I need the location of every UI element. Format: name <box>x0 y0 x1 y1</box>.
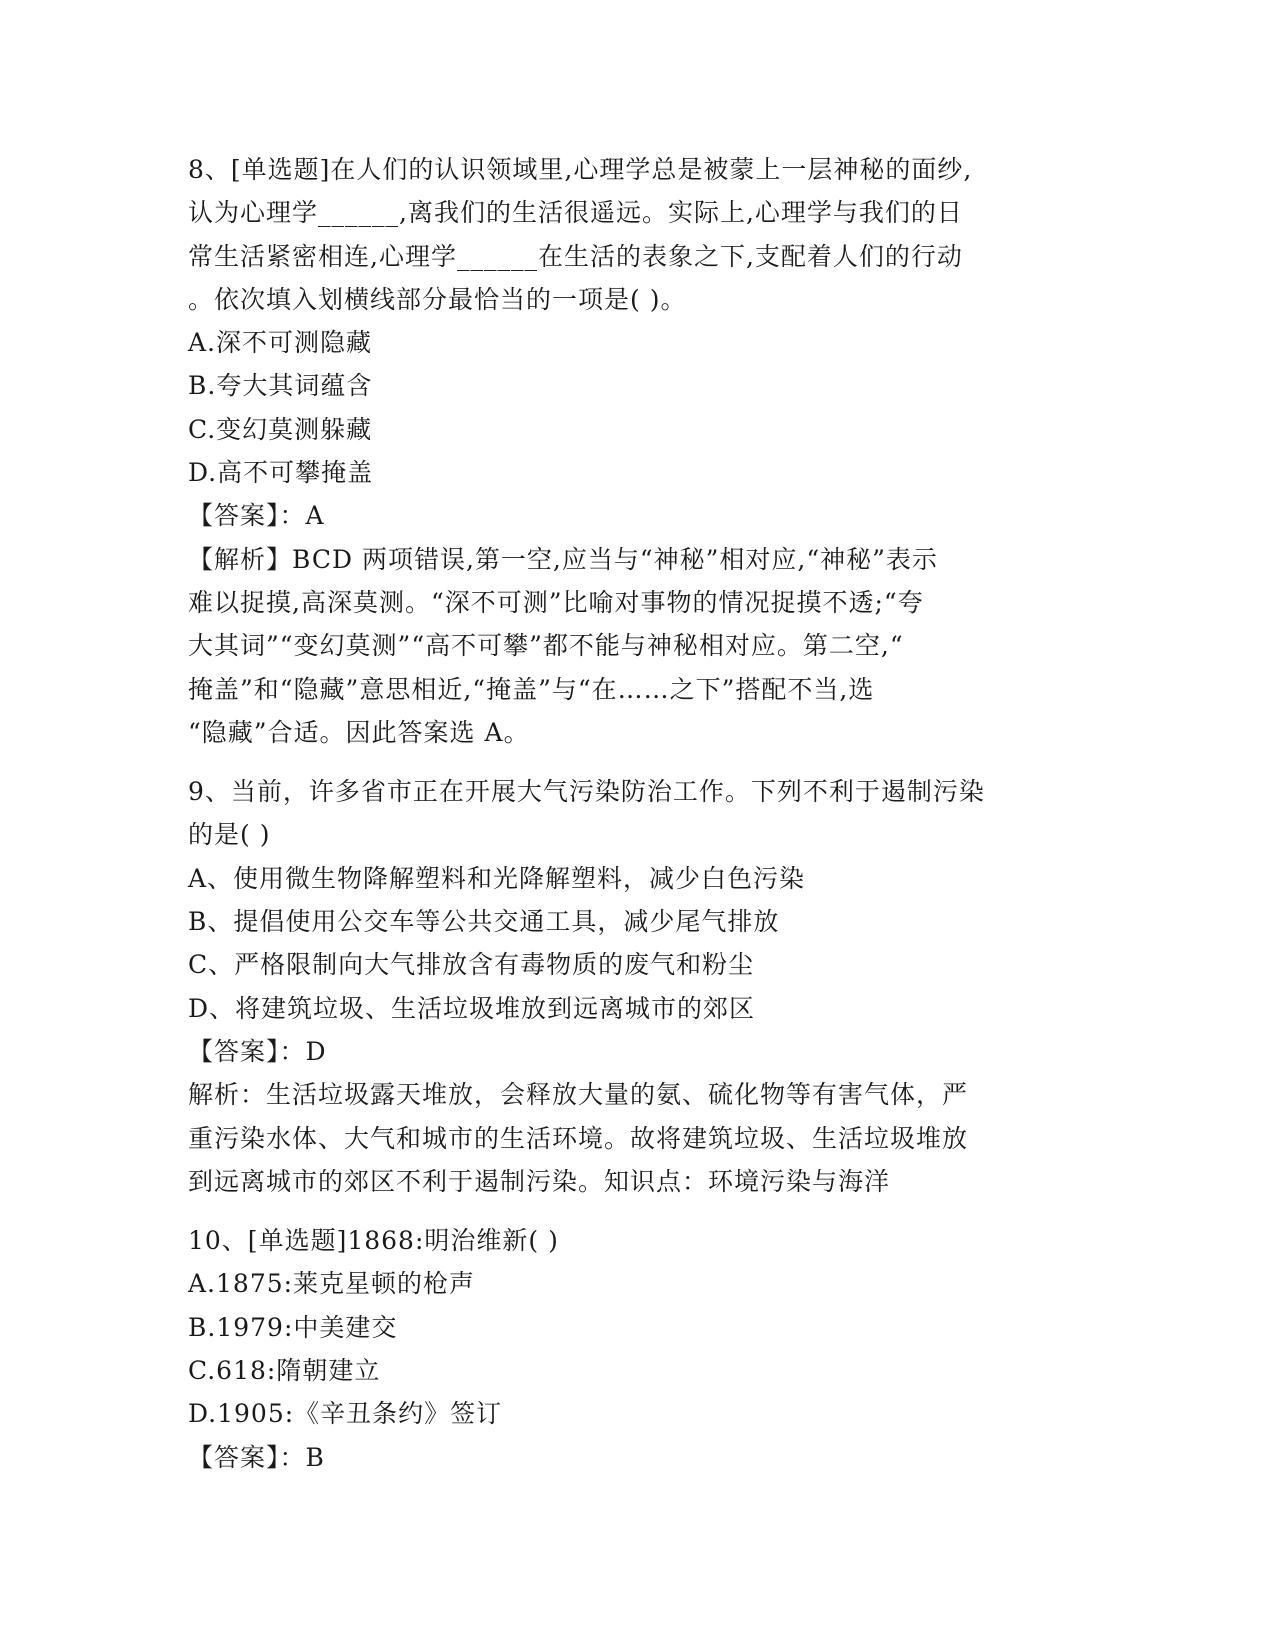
question-stem-line: 的是( ) <box>188 820 271 850</box>
question-8 <box>188 148 1088 754</box>
option-d: D.高不可攀掩盖 <box>188 458 374 488</box>
option-c: C.变幻莫测躲藏 <box>188 414 373 444</box>
analysis-line: 到远离城市的郊区不利于遏制污染。知识点：环境污染与海洋 <box>188 1166 891 1196</box>
option-a: A.深不可测隐藏 <box>188 328 373 358</box>
analysis-line: 掩盖”和“隐藏”意思相近,“掩盖”与“在……之下”搭配不当,选 <box>188 674 875 704</box>
question-stem-line: 9、当前，许多省市正在开展大气污染防治工作。下列不利于遏制污染 <box>188 777 985 807</box>
answer: 【答案】：B <box>188 1442 325 1472</box>
question-stem-line: 认为心理学______,离我们的生活很遥远。实际上,心理学与我们的日 <box>188 198 963 228</box>
option-c: C.618:隋朝建立 <box>188 1356 381 1386</box>
option-c: C、严格限制向大气排放含有毒物质的废气和粉尘 <box>188 950 755 980</box>
question-9 <box>188 770 1088 1203</box>
analysis-line: “隐藏”合适。因此答案选 A。 <box>188 717 530 747</box>
analysis-line: 解析：生活垃圾露天堆放，会释放大量的氨、硫化物等有害气体，严 <box>188 1080 969 1110</box>
option-a: A、使用微生物降解塑料和光降解塑料，减少白色污染 <box>188 863 806 893</box>
option-b: B.1979:中美建交 <box>188 1312 398 1342</box>
document-page <box>188 148 1088 1479</box>
analysis-line: 难以捉摸,高深莫测。“深不可测”比喻对事物的情况捉摸不透;“夸 <box>188 587 924 617</box>
option-b: B、提倡使用公交车等公共交通工具，减少尾气排放 <box>188 907 780 937</box>
analysis-line: 重污染水体、大气和城市的生活环境。故将建筑垃圾、生活垃圾堆放 <box>188 1123 969 1153</box>
option-a: A.1875:莱克星顿的枪声 <box>188 1269 476 1299</box>
question-stem-line: 8、[单选题]在人们的认识领域里,心理学总是被蒙上一层神秘的面纱, <box>188 155 973 184</box>
answer: 【答案】：D <box>188 1036 327 1066</box>
question-spacer <box>188 1203 1088 1219</box>
option-d: D、将建筑垃圾、生活垃圾堆放到远离城市的郊区 <box>188 993 756 1023</box>
question-stem-line: 常生活紧密相连,心理学______在生活的表象之下,支配着人们的行动 <box>188 241 963 271</box>
answer: 【答案】：A <box>188 501 325 531</box>
option-d: D.1905:《辛丑条约》签订 <box>188 1399 503 1429</box>
analysis-line: 【解析】BCD 两项错误,第一空,应当与“神秘”相对应,“神秘”表示 <box>188 544 938 574</box>
question-stem-line: 10、[单选题]1868:明治维新( ) <box>188 1226 559 1256</box>
option-b: B.夸大其词蕴含 <box>188 371 373 401</box>
question-10 <box>188 1219 1088 1479</box>
question-stem-line: 。依次填入划横线部分最恰当的一项是( )。 <box>188 284 687 314</box>
analysis-line: 大其词”“变幻莫测”“高不可攀”都不能与神秘相对应。第二空,“ <box>188 631 904 661</box>
question-spacer <box>188 754 1088 770</box>
